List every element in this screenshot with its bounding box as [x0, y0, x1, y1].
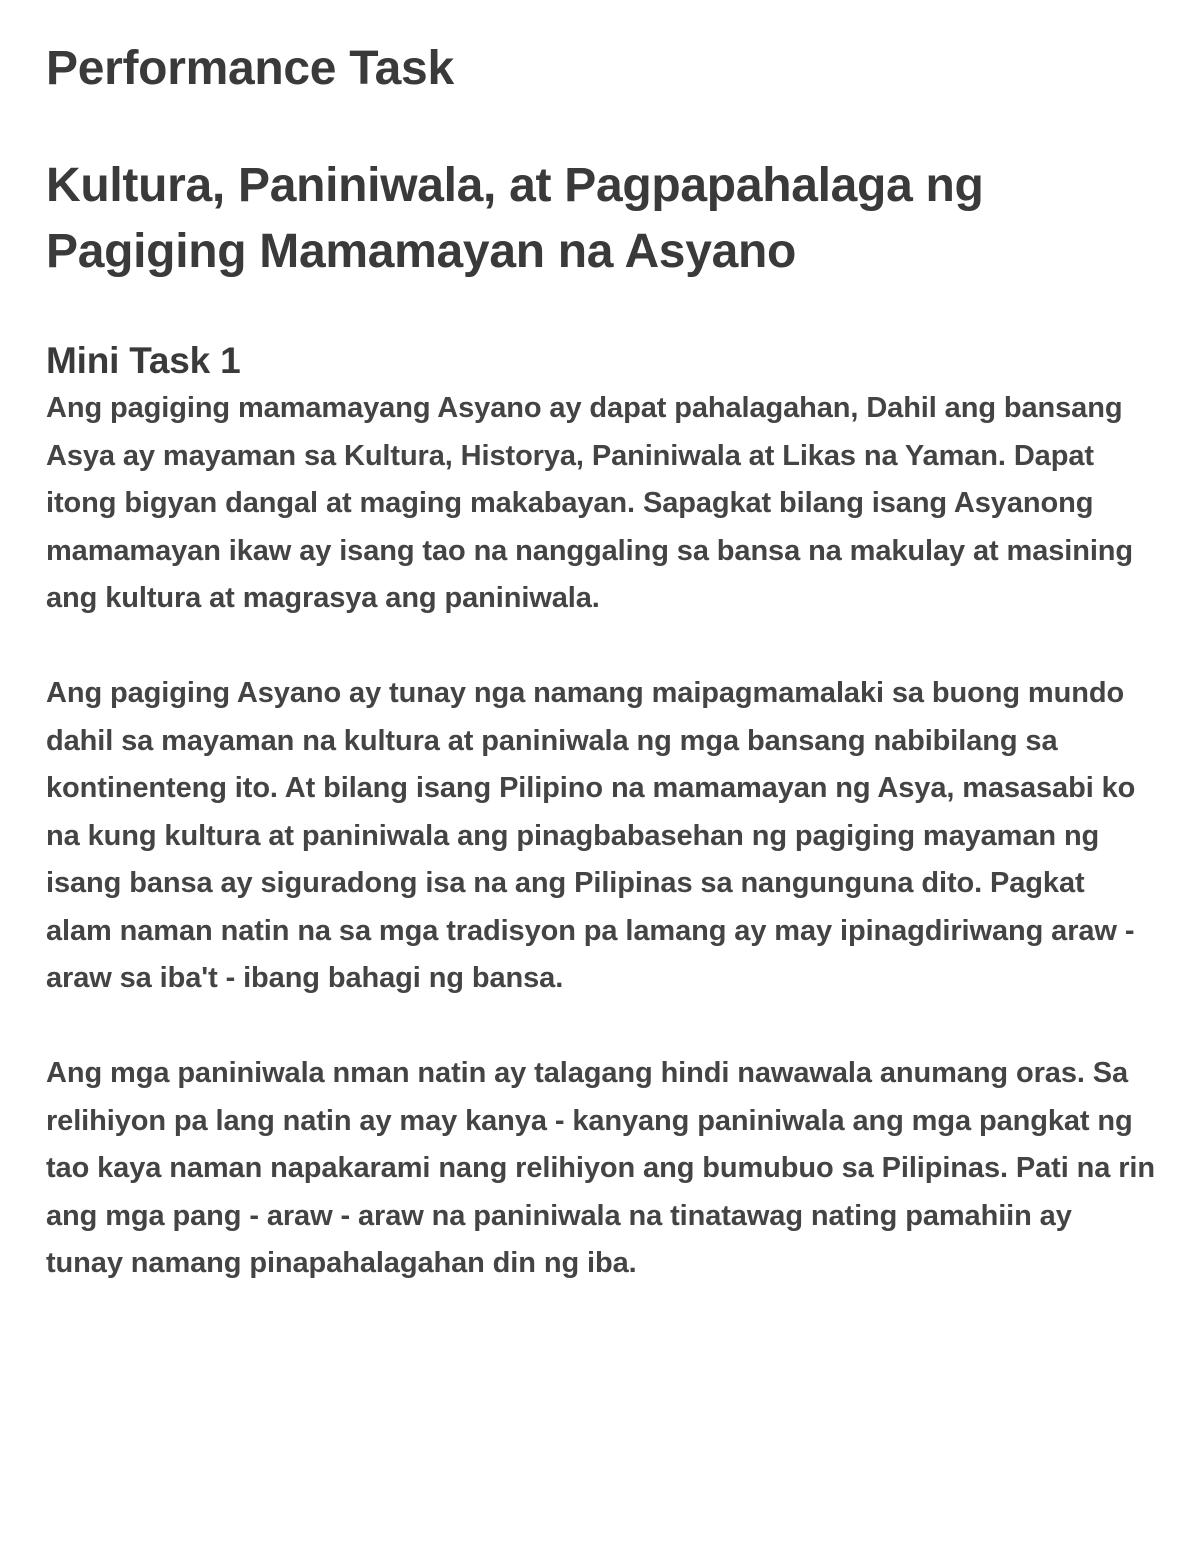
document-subtitle: Kultura, Paniniwala, at Pagpapahalaga ng Pagiging Mamamayan na Asyano: [46, 159, 984, 278]
paragraph-1: Ang pagiging mamamayang Asyano ay dapat pahalagahan, Dahil ang bansang Asya ay mayaman sa Kultura, Historya, Paniniwala at Likas na Yaman. Dapat itong bigyan dangal at maging makabayan. Sapagkat bilang isang Asyanong mamamayan ikaw ay isang tao na nanggaling sa bansa na makulay at masining ang kultura at magrasya ang paniniwala.: [46, 392, 1134, 614]
paragraph-2: Ang pagiging Asyano ay tunay nga namang maipagmamalaki sa buong mundo dahil sa mayaman na kultura at paniniwala ng mga bansang nabibilang sa kontinenteng ito. At bilang isang Pilipino na mamamayan ng Asya, masasabi ko na kung kultura at paniniwala ang pinagbabasehan ng pagiging mayaman ng isang bansa ay siguradong isa na ang Pilipinas sa nangunguna dito. Pagkat alam naman natin na sa mga tradisyon pa lamang ay may ipinagdiriwang araw - araw sa iba't - ibang bahagi ng bansa.: [46, 677, 1136, 994]
document-body: [46, 385, 1156, 1288]
paragraph-3: Ang mga paniniwala nman natin ay talagang hindi nawawala anumang oras. Sa relihiyon pa lang natin ay may kanya - kanyang paniniwala ang mga pangkat ng tao kaya naman napakarami nang relihiyon ang bumubuo sa Pilipinas. Pati na rin ang mga pang - araw - araw na paniniwala na tinatawag nating pamahiin ay tunay namang pinapahalagahan din ng iba.: [46, 1057, 1155, 1279]
section-heading: Mini Task 1: [46, 340, 241, 381]
document-title: Performance Task: [46, 42, 454, 95]
